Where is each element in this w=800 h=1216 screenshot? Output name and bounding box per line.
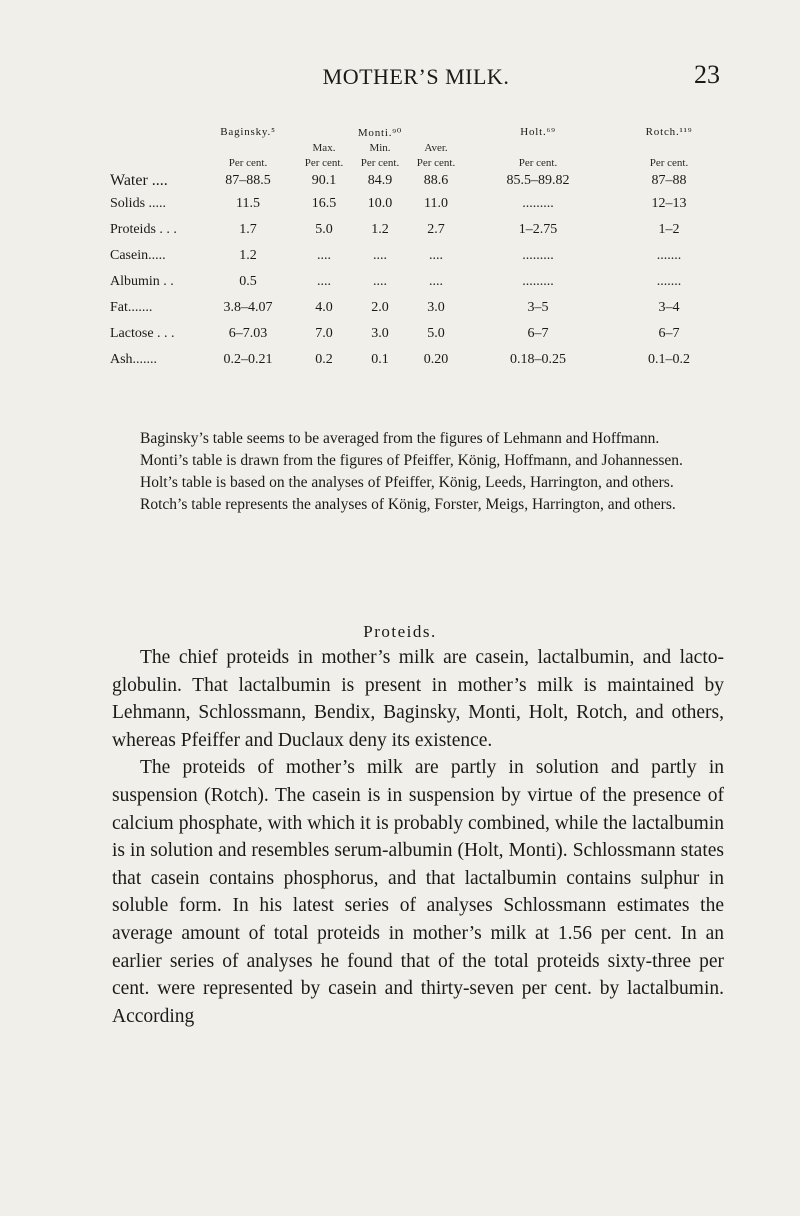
table-cell: 6–7 — [527, 326, 549, 341]
table-cell: 7.0 — [315, 326, 333, 341]
table-cell: 3–5 — [527, 300, 549, 315]
table-cell: 84.9 — [367, 173, 393, 188]
source-monti: Monti.⁹⁰ — [357, 126, 403, 139]
table-cell: .... — [317, 248, 331, 263]
unit-cell: Per cent. — [416, 157, 456, 169]
subcol-max: Max. — [312, 141, 336, 154]
milk-composition-table — [110, 124, 726, 373]
table-cell: 0.2–0.21 — [223, 352, 273, 367]
table-row — [110, 191, 726, 217]
table-cell: 1.2 — [371, 222, 389, 237]
subcol-min: Min. — [369, 141, 391, 154]
table-cell: 1.7 — [239, 222, 257, 237]
subcol-aver: Aver. — [424, 141, 448, 154]
table-cell: 0.20 — [423, 352, 449, 367]
subcolumn-header-row — [110, 140, 726, 155]
row-label: Solids ..... — [110, 196, 167, 211]
row-label: Casein..... — [110, 248, 166, 263]
table-row — [110, 295, 726, 321]
table-cell: ....... — [656, 274, 682, 289]
row-label: Proteids . . . — [110, 222, 177, 237]
table-row — [110, 347, 726, 373]
source-header-row — [110, 124, 726, 140]
table-cell: ....... — [656, 248, 682, 263]
table-cell: ......... — [522, 248, 554, 263]
page-number: 23 — [694, 60, 720, 89]
table-cell: 0.5 — [239, 274, 257, 289]
source-baginsky: Baginsky.⁵ — [220, 126, 276, 138]
table-cell: 2.0 — [371, 300, 389, 315]
unit-row — [110, 155, 726, 171]
table-cell: 1–2 — [658, 222, 680, 237]
paragraph: The chief proteids in mother’s milk are casein, lactalbumin, and lacto-globulin. That lactalbumin is present in mother’s milk is maintained by Lehmann, Schlossmann, Bendix, Baginsky, Monti, Holt, Rotch, and others, whereas Pfeiffer and Duclaux deny its existence. — [112, 647, 724, 751]
row-label: Ash....... — [110, 352, 158, 367]
table-cell: .... — [317, 274, 331, 289]
body-text — [112, 644, 724, 1030]
table-cell: 0.2 — [315, 352, 333, 367]
table-cell: 3–4 — [658, 300, 680, 315]
note-rotch: Rotch’s table represents the analyses of König, Forster, Meigs, Harrington, and others. — [140, 496, 676, 513]
table-cell: 6–7.03 — [228, 326, 268, 341]
table-cell: 1.2 — [239, 248, 257, 263]
table-cell: ......... — [522, 274, 554, 289]
row-label: Water .... — [110, 172, 168, 189]
row-label: Fat....... — [110, 300, 153, 315]
section-heading: Proteids. — [363, 622, 437, 641]
row-label: Lactose . . . — [110, 326, 175, 341]
note-baginsky: Baginsky’s table seems to be averaged from the figures of Lehmann and Hoffmann. — [140, 430, 660, 447]
table-cell: 0.1 — [371, 352, 389, 367]
unit-cell: Per cent. — [228, 157, 268, 169]
table-cell: 3.0 — [427, 300, 445, 315]
table-cell: 11.5 — [236, 196, 260, 211]
note-monti: Monti’s table is drawn from the figures of Pfeiffer, König, Hoffmann, and Johannessen. — [140, 452, 683, 469]
table-cell: .... — [373, 248, 387, 263]
table-row — [110, 243, 726, 269]
table-row — [110, 171, 726, 191]
table-cell: 5.0 — [315, 222, 333, 237]
table-cell: 0.1–0.2 — [648, 352, 690, 367]
table-cell: 5.0 — [427, 326, 445, 341]
table-cell: ......... — [522, 196, 554, 211]
note-holt: Holt’s table is based on the analyses of Pfeiffer, König, Leeds, Harrington, and others. — [140, 474, 674, 491]
table-cell: 4.0 — [315, 300, 333, 315]
table-cell: 12–13 — [651, 196, 687, 211]
table-cell: 3.8–4.07 — [223, 300, 273, 315]
table-cell: .... — [373, 274, 387, 289]
table-cell: 10.0 — [367, 196, 393, 211]
source-rotch: Rotch.¹¹⁹ — [645, 126, 693, 138]
table-cell: 2.7 — [427, 222, 445, 237]
table-cell: 11.0 — [424, 196, 448, 211]
table-cell: 87–88.5 — [225, 173, 271, 188]
table-cell: 0.18–0.25 — [510, 352, 566, 367]
table-cell: 90.1 — [311, 173, 337, 188]
table-cell: 85.5–89.82 — [506, 173, 570, 188]
unit-cell: Per cent. — [304, 157, 344, 169]
table-row — [110, 217, 726, 243]
table-cell: 6–7 — [658, 326, 680, 341]
paragraph: The proteids of mother’s milk are partly in solution and partly in suspension (Rotch). The casein is in suspension by virtue of the presence of calcium phosphate, with which it is probably combined, while the lactalbumin is in solution and resembles serum-albumin (Holt, Monti). Schlossmann states that casein contains phosphorus, and that lactalbumin contains sulphur in soluble form. In his latest series of analyses Schlossmann estimates the average amount of total proteids in mother’s milk at 1.56 per cent. In an earlier series of analyses he found that of the total proteids sixty-three per cent. were represented by casein and thirty-seven per cent. by lactalbumin. According — [112, 757, 724, 1027]
unit-cell: Per cent. — [360, 157, 400, 169]
row-label: Albumin . . — [110, 274, 174, 289]
table-cell: 87–88 — [651, 173, 687, 188]
unit-cell: Per cent. — [649, 157, 689, 169]
unit-cell: Per cent. — [518, 157, 558, 169]
table-cell: 3.0 — [371, 326, 389, 341]
table-row — [110, 269, 726, 295]
table-cell: 88.6 — [423, 173, 449, 188]
running-title: MOTHER’S MILK. — [322, 64, 510, 89]
table-source-notes — [112, 428, 724, 516]
table-cell: 16.5 — [311, 196, 337, 211]
table-row — [110, 321, 726, 347]
table-cell: .... — [429, 274, 443, 289]
source-holt: Holt.⁶⁹ — [520, 126, 556, 138]
page-header — [112, 60, 720, 96]
table-cell: 1–2.75 — [518, 222, 558, 237]
table-cell: .... — [429, 248, 443, 263]
